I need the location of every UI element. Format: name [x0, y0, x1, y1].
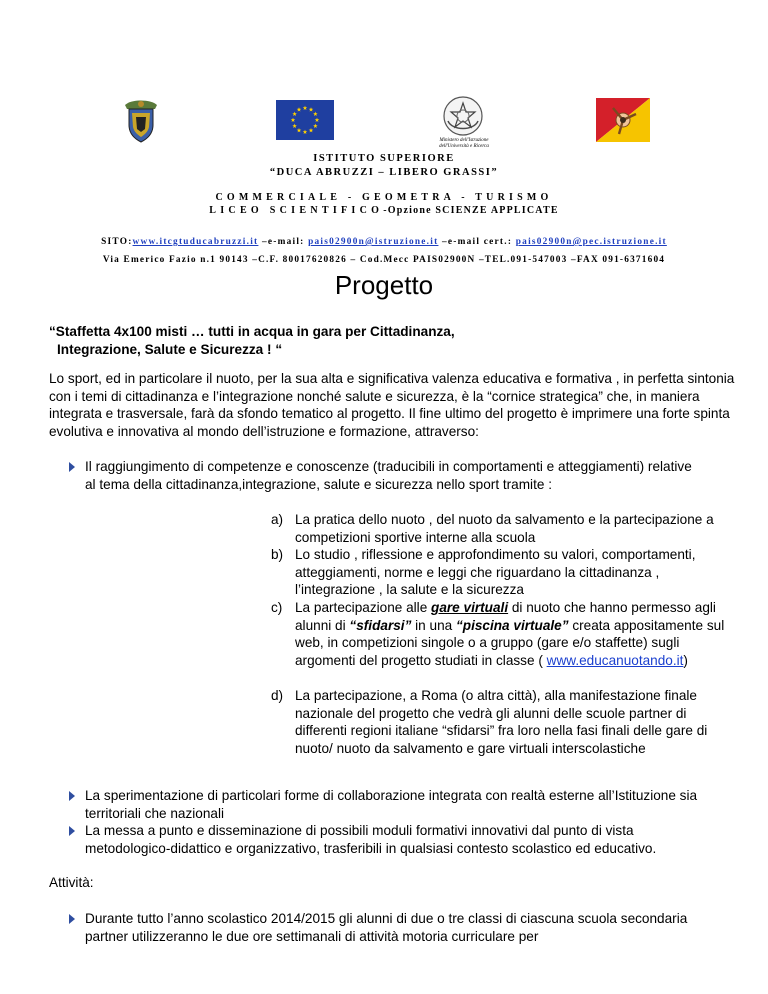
bullet-arrow-icon: [69, 914, 75, 924]
address-line: Via Emerico Fazio n.1 90143 –C.F. 80017620826 – Cod.Mecc PAIS02900N –TEL.091-547003 –FAX 091-6371604: [102, 255, 666, 265]
institute-branches: COMMERCIALE - GEOMETRA - TURISMO: [215, 192, 553, 203]
item-b-text: Lo studio , riflessione e approfondimento su valori, comportamenti, atteggiamenti, norme e leggi che riguardano la cittadinanza , l’integrazione , la salute e la sicurezza: [295, 547, 696, 597]
item-a-marker: a): [271, 512, 284, 527]
item-d-text: La partecipazione, a Roma (o altra città), alla manifestazione finale nazionale del progetto che vedrà gli alunni delle scuole partner di differenti regioni italiane “sfidarsi” fra loro nella fasi finali delle gare di nuoto/ nuoto da salvamento e gare virtuali interscolastiche: [295, 688, 708, 756]
subtitle-line-2: Integrazione, Salute e Sicurezza ! “: [57, 341, 283, 357]
item-c-sfidarsi: “sfidarsi”: [349, 617, 412, 633]
website-link[interactable]: www.itcgtuducabruzzi.it: [132, 237, 259, 247]
item-c-part-1: La partecipazione alle: [295, 600, 432, 615]
provincia-crest-logo: [121, 99, 161, 143]
bullet-arrow-icon: [69, 462, 75, 472]
project-subtitle: [49, 323, 739, 358]
item-d-marker: d): [271, 688, 284, 703]
ministry-caption: Ministero dell'Istruzione dell'Università e Ricerca: [439, 138, 489, 149]
item-c-marker: c): [271, 600, 283, 615]
item-c-text: [295, 599, 731, 669]
italian-republic-emblem-logo: [442, 95, 484, 137]
email-label: –e-mail:: [258, 237, 309, 247]
item-b-marker: b): [271, 547, 284, 562]
contact-line: [0, 237, 768, 247]
page-title: Progetto: [334, 270, 434, 300]
bullet-arrow-icon: [69, 826, 75, 836]
item-c-piscina-virtuale: “piscina virtuale”: [455, 617, 569, 633]
attivita-label: Attività:: [49, 875, 94, 890]
bullet-2-text: La sperimentazione di particolari forme di collaborazione integrata con realtà esterne all’Istituzione sia territoriali che nazionali: [85, 788, 698, 821]
liceo-label: LICEO SCIENTIFICO: [209, 205, 384, 216]
institute-liceo: [0, 205, 768, 216]
institute-name: “DUCA ABRUZZI – LIBERO GRASSI”: [269, 167, 499, 178]
intro-paragraph: Lo sport, ed in particolare il nuoto, per la sua alta e significativa valenza educativa e formativa , in perfetta sintonia con i temi di cittadinanza e l’integrazione nonché salute e sicurezza, è la “cornice strategica” che, in maniera integrata e trasversale, farà da sfondo tematico al progetto. Il fine ultimo del progetto è imprimere una forte spinta evolutiva e innovativa al mondo dell’istruzione e formazione, attraverso:: [49, 371, 735, 439]
educanuotando-link[interactable]: www.educanuotando.it: [546, 652, 684, 668]
item-c-part-2: di nuoto che hanno permesso agli alunni di: [295, 600, 716, 633]
item-a-text: La pratica dello nuoto , del nuoto da salvamento e la partecipazione a competizioni sportive interne alla scuola: [295, 512, 714, 545]
pec-label: –e-mail cert.:: [438, 237, 516, 247]
institute-type: ISTITUTO SUPERIORE: [313, 153, 455, 164]
bullet-arrow-icon: [69, 791, 75, 801]
bullet-1-content: Il raggiungimento di competenze e conoscenze (traducibili in comportamenti e atteggiamenti) relative al tema della cittadinanza,integrazione, salute e sicurezza nello sport tramite :: [85, 459, 692, 492]
item-c-gare-virtuali: gare virtuali: [431, 600, 509, 615]
bullet-4-text: Durante tutto l’anno scolastico 2014/2015 gli alunni di due o tre classi di ciascuna scuola secondaria partner utilizzeranno le due ore settimanali di attività motoria curriculare per: [85, 911, 688, 944]
item-c-part-5: ): [683, 652, 688, 668]
sito-label: SITO:: [101, 237, 133, 247]
eu-flag-logo: [276, 100, 334, 140]
email-link[interactable]: pais02900n@istruzione.it: [308, 237, 439, 247]
bullet-3-text: La messa a punto e disseminazione di possibili moduli formativi innovativi dal punto di vista metodologico-didattico e organizzativo, trasferibili in qualsiasi contesto scolastico ed educativo.: [85, 823, 657, 856]
item-c-part-3: in una: [411, 617, 456, 633]
sicily-flag-logo: [596, 98, 650, 142]
item-c-part-4: creata appositamente sul web, in competizioni singole o a gruppo (gare e/o staffette) sugli argomenti del progetto studiati in classe (: [295, 617, 725, 668]
pec-email-link[interactable]: pais02900n@pec.istruzione.it: [515, 237, 667, 247]
liceo-option: -Opzione SCIENZE APPLICATE: [383, 205, 559, 216]
subtitle-line-1: “Staffetta 4x100 misti … tutti in acqua in gara per Cittadinanza,: [49, 324, 455, 339]
